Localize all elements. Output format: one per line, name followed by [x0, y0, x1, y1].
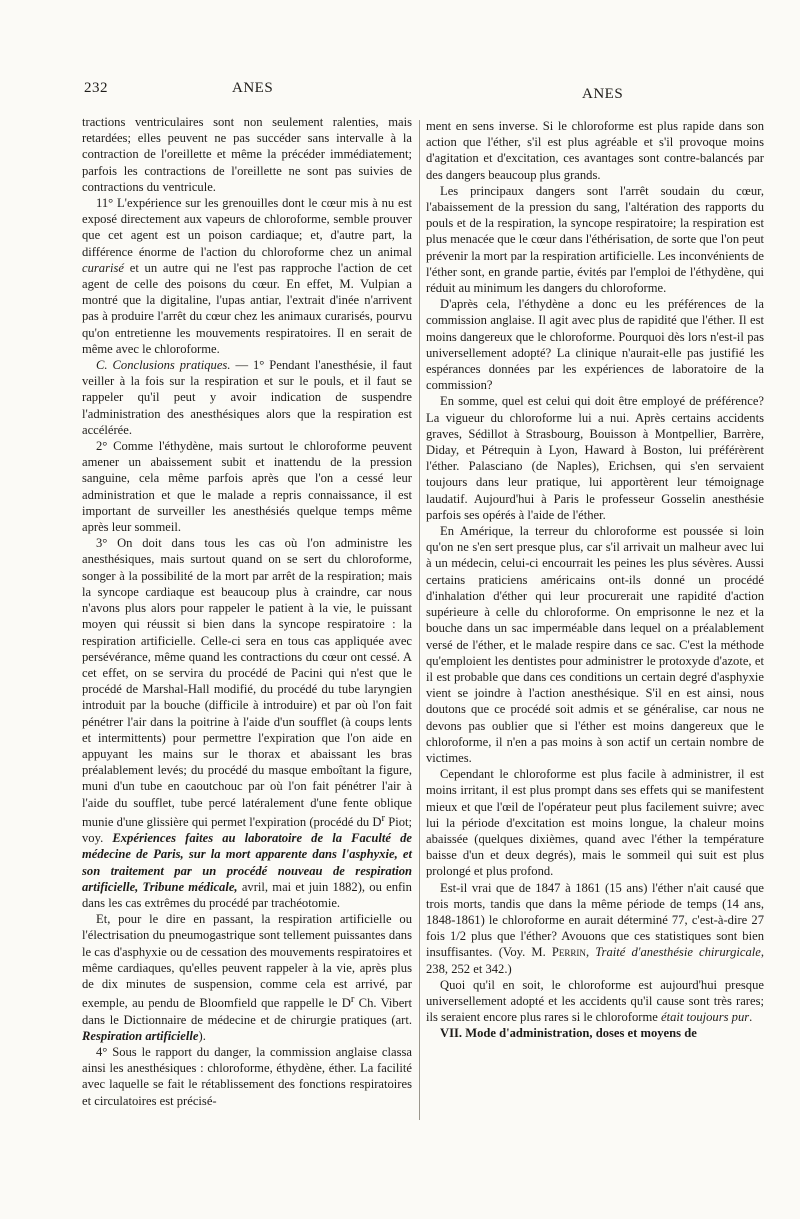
author-name: Perrin: [551, 945, 586, 960]
paragraph: Et, pour le dire en passant, la respiration artificielle ou l'électrisation du pneumogastrique sont tellement puissantes dans le cas d'asphyxie ou de cessation des mouvements respiratoires et même cardiaques, qu'elles peuvent rappeler à la vie, après plus de dix minutes de suspension, comme cela est arrivé, par exemple, au pendu de Bloomfield que rappelle le $D^r$ Ch. Vibert dans le Dictionnaire de médecine et de chirurgie pratiques (art. Respiration artificielle).: [82, 912, 412, 1043]
paragraph: Les principaux dangers sont l'arrêt soudain du cœur, l'abaissement de la pression du sang, l'altération des rapports du pouls et de la respiration, la syncope respiratoire; la respiration est plus menacée que le cœur dans l'éthérisation, de sorte que l'on peut prévenir la mort par la respiration artificielle. Les inconvénients de l'éther sont, en grande partie, évités par l'emploi de l'éthydène, qui réduit au minimum les dangers du chloroforme.: [426, 183, 764, 296]
paragraph: 2° Comme l'éthydène, mais surtout le chloroforme peuvent amener un abaissement subit et inattendu de la pression sanguine, cela même parfois après que l'on a cessé leur administration et que le malade a repris connaissance, il est important de surveiller les anesthésiés quelque temps même après leur sommeil.: [82, 439, 412, 535]
page-number: 232: [84, 80, 108, 96]
paragraph: Est-il vrai que de 1847 à 1861 (15 ans) l'éther n'ait causé que trois morts, tandis que dans la même période de temps (14 ans, 1848-1861) le chloroforme en aurait déterminé 77, c'est-à-dire 27 fois 1/2 plus que l'éther? Avouons que ces statistiques sont bien insuffisantes. (Voy. M. Perrin, Traité d'anesthésie chirurgicale, 238, 252 et 342.): [426, 880, 764, 976]
subsection-heading: C. Conclusions pratiques.: [96, 358, 231, 373]
paragraph: Quoi qu'il en soit, le chloroforme est aujourd'hui presque universellement adopté et les accidents qu'il cause sont très rares; ils seraient encore plus rares si le chloroforme était toujours pur.: [426, 977, 764, 1025]
reference-title: Expériences faites au laboratoire de la Faculté de médecine de Paris, sur la mort apparente dans l'asphyxie, et son traitement par un procédé nouveau de respiration artificielle, Tribune médicale,: [82, 831, 413, 894]
paragraph: ment en sens inverse. Si le chloroforme est plus rapide dans son action que l'éther, s'il est plus agréable et s'il provoque moins d'agitation et d'excitation, ces avantages sont contre-balancés par des dangers beaucoup plus grands.: [426, 119, 764, 182]
paragraph: En Amérique, la terreur du chloroforme est poussée si loin qu'on ne s'en sert presque plus, car s'il arrivait un malheur avec lui à un médecin, celui-ci encourrait les peines les plus sévères. Aussi certains praticiens américains ont-ils donné un procédé d'inhalation d'éther qui leur procurerait une rapidité d'action supérieure à celle du chloroforme. On emprisonne le nez et la bouche dans un sac imperméable dans lequel on a préalablement versé de l'éther, et le malade respire dans ce sac. C'est la méthode qu'emploient les dentistes pour administrer le protoxyde d'azote, et il est probable que dans ces conditions un certain degré d'asphyxie vient se joindre à l'action anesthésique. S'il en est ainsi, nous doutons que ce procédé soit admis et se généralise, car nous ne devons pas oublier que si l'éther est moins dangereux que le chloroforme, il n'en a pas moins à son actif un certain nombre de victimes.: [426, 524, 764, 765]
running-title-left: ANES: [232, 80, 274, 96]
paragraph: 11° L'expérience sur les grenouilles dont le cœur mis à nu est exposé directement aux vapeurs de chloroforme, semble prouver que cet agent est un poison cardiaque; et, d'autre part, la différence énorme de l'action du chloroforme chez un animal curarisé et un autre qui ne l'est pas rapproche l'action de cet agent de celle des poisons du cœur. En effet, M. Vulpian a montré que la digitaline, l'upas antiar, l'extrait d'inée n'arrivent pas à produire l'arrêt du cœur chez les animaux curarisés, pourvu qu'on entretienne les mouvements respiratoires. Il en serait de même avec le chloroforme.: [82, 196, 412, 356]
italic-phrase: était toujours pur: [661, 1010, 750, 1025]
running-title-right: ANES: [582, 86, 624, 102]
reference-title: Respiration artificielle: [82, 1028, 199, 1043]
column-divider: [419, 120, 420, 1120]
paragraph: C. Conclusions pratiques. — 1° Pendant l'anesthésie, il faut veiller à la fois sur la respiration et sur le pouls, et il faut se rappeler qu'il peut y avoir indication de suspendre l'administration des anesthésiques alors que la respiration est accélérée.: [82, 358, 412, 437]
right-column: [426, 118, 764, 1042]
paragraph: En somme, quel est celui qui doit être employé de préférence? La vigueur du chloroforme lui a nui. Après certains accidents graves, Sédillot à Strasbourg, Bouisson à Montpellier, Barrère, Diday, et Pétrequin à Lyon, Haward à Boston, lui préférèrent l'éther. Palasciano (de Naples), Erichsen, qui s'en servaient toujours dans leur pratique, lui apportèrent leur témoignage laudatif. Aujourd'hui à Paris le professeur Gosselin anesthésie parfois ses opérés à l'aide de l'éther.: [426, 394, 764, 522]
section-heading: VII. Mode d'administration, doses et moyens de: [440, 1026, 697, 1041]
paragraph: 4° Sous le rapport du danger, la commission anglaise classa ainsi les anesthésiques : chloroforme, éthydène, éther. La facilité avec laquelle se fait le rétablissement des fonctions respiratoires et circulatoires est précisé-: [82, 1044, 412, 1108]
italic-term: curarisé: [82, 260, 124, 275]
reference-title: Traité d'anesthésie chirurgicale: [595, 945, 761, 960]
paragraph: 3° On doit dans tous les cas où l'on administre les anesthésiques, mais surtout quand on se sert du chloroforme, songer à la possibilité de la mort par arrêt de la respiration; mais la syncope cardiaque est beaucoup plus à craindre, car nous n'avons plus alors pour rappeler le patient à la vie, le puissant moyen qui réussit si bien dans la syncope respiratoire : la respiration artificielle. Celle-ci sera en tous cas appliquée avec persévérance, même quand les contractions du cœur ont cessé. A cet effet, on se servira du procédé de Pacini qui n'est que le procédé de Marshal-Hall modifié, du procédé du tube laryngien introduit par la bouche (difficile à introduire) et par où l'on fait pénétrer l'air dans la poitrine à l'aide d'un soufflet (à coups lents et intermittents) pour permettre l'expiration que l'on aide en appuyant les mains sur le thorax et abaissant les bras préalablement levés; du procédé du masque emboîtant la figure, muni d'un tube en caoutchouc par où l'on fait pénétrer l'air à l'aide du soufflet, tube percé latéralement d'une fente oblique munie d'une glissière qui permet l'expiration (procédé du $D^r$ Piot; voy. Expériences faites au laboratoire de la Faculté de médecine de Paris, sur la mort apparente dans l'asphyxie, et son traitement par un procédé nouveau de respiration artificielle, Tribune médicale, avril, mai et juin 1882), ou enfin dans les cas extrêmes du procédé par trachéotomie.: [82, 536, 413, 910]
paragraph: tractions ventriculaires sont non seulement ralenties, mais retardées; elles peuvent ne pas succéder sans intervalle à la contraction de l'oreillette et même la précéder immédiatement; parfois les contractions de l'oreillette ne sont pas suivies de contractions du ventricule.: [82, 115, 412, 194]
paragraph: D'après cela, l'éthydène a donc eu les préférences de la commission anglaise. Il agit avec plus de rapidité que l'éther. Il est moins dangereux que le chloroforme. Pourquoi dès lors n'est-il pas universellement adopté? La clinique n'aurait-elle pas justifié les espérances données par les expériences de laboratoire de la commission?: [426, 297, 764, 393]
paragraph: Cependant le chloroforme est plus facile à administrer, il est moins irritant, il est plus prompt dans ses effets qui se manifestent mieux et que l'œil de l'opérateur peut plus facilement suivre; avec lui la période d'excitation est moins longue, la chaleur moins abaissée (quelques dixièmes, quand avec l'éther la température baisse d'un et deux degrés), mais le sommeil qui suit est plus prolongé et plus profond.: [426, 767, 764, 879]
left-column: [82, 114, 412, 1109]
